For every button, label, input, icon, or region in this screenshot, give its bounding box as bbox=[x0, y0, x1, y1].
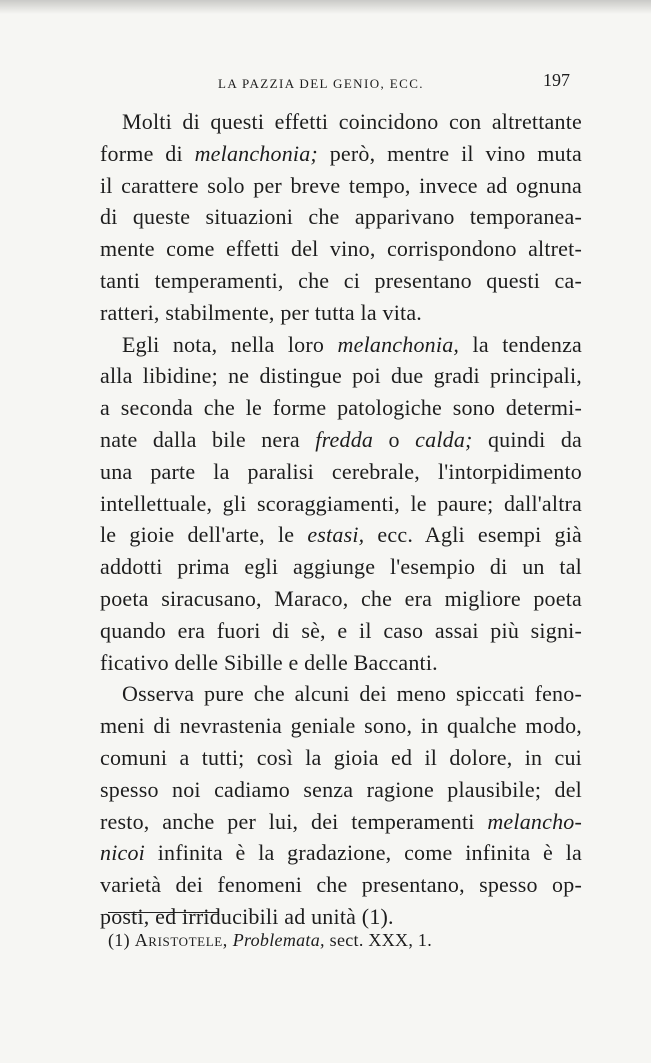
text-run: ficativo delle Sibille e delle Baccanti. bbox=[100, 649, 438, 675]
text-line bbox=[100, 233, 582, 265]
text-line bbox=[100, 265, 582, 297]
body-text bbox=[100, 106, 582, 933]
text-line bbox=[100, 138, 582, 170]
italic-term: melanchonia; bbox=[194, 140, 318, 166]
text-line bbox=[100, 583, 582, 615]
text-line bbox=[100, 742, 582, 774]
footnote-rule bbox=[108, 912, 218, 913]
text-line bbox=[100, 297, 582, 329]
text-line bbox=[100, 201, 582, 233]
page-edge-shadow bbox=[0, 0, 651, 14]
text-run: nate dalla bile nera bbox=[100, 426, 316, 452]
text-run: ecc. Agli esempi già bbox=[364, 522, 582, 548]
italic-term: nicoi bbox=[100, 840, 145, 866]
text-line bbox=[100, 615, 582, 647]
text-run: intellettuale, gli scoraggiamenti, le paure; dall'altra bbox=[100, 490, 582, 516]
text-run: forme di bbox=[100, 140, 195, 166]
paragraph bbox=[100, 106, 582, 329]
text-line bbox=[100, 710, 582, 742]
text-line bbox=[100, 869, 582, 901]
text-run: comuni a tutti; così la gioia ed il dolore, in cui bbox=[100, 744, 582, 770]
italic-term: estasi, bbox=[307, 522, 365, 548]
text-line bbox=[100, 678, 582, 710]
text-line bbox=[100, 392, 582, 424]
text-line bbox=[100, 774, 582, 806]
text-run: alla libidine; ne distingue poi due gradi principali, bbox=[100, 363, 582, 389]
text-run: spesso noi cadiamo senza ragione plausibile; del bbox=[100, 776, 582, 802]
text-run: addotti prima egli aggiunge l'esempio di un tal bbox=[100, 554, 582, 580]
footnote-ref: sect. XXX, 1. bbox=[329, 930, 433, 950]
text-line bbox=[100, 519, 582, 551]
text-line bbox=[100, 456, 582, 488]
text-run: la tendenza bbox=[459, 331, 582, 357]
text-line bbox=[100, 551, 582, 583]
text-line bbox=[100, 837, 582, 869]
text-run: però, mentre il vino muta bbox=[317, 140, 582, 166]
page-number: 197 bbox=[543, 70, 570, 90]
text-run: a seconda che le forme patologiche sono determi- bbox=[100, 395, 582, 421]
text-run: o bbox=[373, 426, 416, 452]
text-run: Egli nota, nella loro bbox=[122, 331, 338, 357]
text-line bbox=[100, 488, 582, 520]
text-line bbox=[100, 424, 582, 456]
text-run: tanti temperamenti, che ci presentano questi ca- bbox=[100, 267, 582, 293]
text-run: le gioie dell'arte, le bbox=[100, 522, 308, 548]
italic-term: calda; bbox=[415, 426, 473, 452]
text-run: infinita è la gradazione, come infinita è la bbox=[145, 840, 582, 866]
text-run: quindi da bbox=[472, 426, 582, 452]
text-run: meni di nevrastenia geniale sono, in qualche modo, bbox=[100, 713, 582, 739]
running-head bbox=[100, 64, 580, 96]
text-line bbox=[100, 901, 582, 933]
text-run: mente come effetti del vino, corrispondono altret- bbox=[100, 236, 582, 262]
footnote bbox=[108, 930, 432, 951]
text-run: varietà dei fenomeni che presentano, spesso op- bbox=[100, 872, 582, 898]
text-run: una parte la paralisi cerebrale, l'intorpidimento bbox=[100, 458, 582, 484]
text-line bbox=[100, 360, 582, 392]
paragraph bbox=[100, 329, 582, 679]
paragraph bbox=[100, 678, 582, 932]
italic-term: melancho- bbox=[487, 808, 582, 834]
text-line bbox=[100, 806, 582, 838]
text-run: resto, anche per lui, dei temperamenti bbox=[100, 808, 488, 834]
text-run: il carattere solo per breve tempo, invece ad ognuna bbox=[100, 172, 582, 198]
text-line bbox=[100, 170, 582, 202]
text-run: Molti di questi effetti coincidono con altrettante bbox=[122, 109, 582, 134]
italic-term: fredda bbox=[315, 426, 374, 452]
text-line bbox=[100, 106, 582, 138]
footnote-marker: (1) bbox=[108, 930, 130, 950]
text-run: quando era fuori di sè, e il caso assai più signi- bbox=[100, 617, 582, 643]
text-run: poeta siracusano, Maraco, che era migliore poeta bbox=[100, 585, 582, 611]
text-run: ratteri, stabilmente, per tutta la vita. bbox=[100, 299, 422, 325]
running-title: LA PAZZIA DEL GENIO, ECC. bbox=[218, 76, 424, 91]
footnote-author: Aristotele, bbox=[134, 930, 228, 950]
text-run: di queste situazioni che apparivano temporanea- bbox=[100, 204, 582, 230]
text-run: posti, ed irriducibili ad unità (1). bbox=[100, 903, 394, 929]
text-line bbox=[100, 647, 582, 679]
italic-term: melanchonia, bbox=[337, 331, 460, 357]
text-line bbox=[100, 329, 582, 361]
footnote-work: Problemata, bbox=[232, 930, 325, 950]
text-run: Osserva pure che alcuni dei meno spiccati feno- bbox=[122, 681, 582, 707]
